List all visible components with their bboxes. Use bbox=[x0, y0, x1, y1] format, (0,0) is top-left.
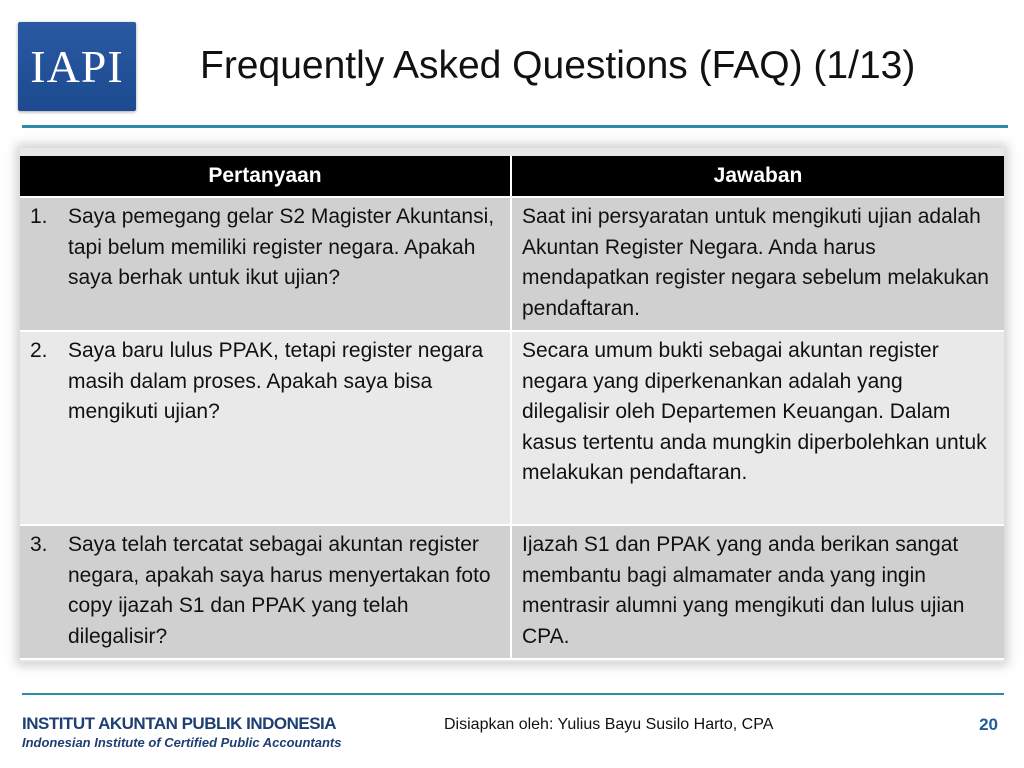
question-number: 3. bbox=[30, 533, 48, 556]
column-header-question: Pertanyaan bbox=[20, 156, 511, 197]
answer-cell bbox=[511, 197, 1004, 331]
logo-text: IAPI bbox=[30, 41, 124, 92]
page-number: 20 bbox=[979, 715, 998, 734]
question-cell bbox=[20, 197, 511, 331]
column-header-answer: Jawaban bbox=[511, 156, 1004, 197]
question-number: 2. bbox=[30, 339, 48, 362]
answer-cell bbox=[511, 331, 1004, 525]
table-header-row bbox=[20, 156, 1004, 197]
answer-text: Ijazah S1 dan PPAK yang anda berikan sangat membantu bagi almamater anda yang ingin mentrasir alumni yang mengikuti dan lulus ujian CPA. bbox=[522, 533, 965, 648]
question-text: Saya pemegang gelar S2 Magister Akuntansi, tapi belum memiliki register negara. Apakah saya berhak untuk ikut ujian? bbox=[68, 205, 495, 289]
slide-title: Frequently Asked Questions (FAQ) (1/13) bbox=[200, 44, 916, 87]
answer-text: Secara umum bukti sebagai akuntan register negara yang diperkenankan adalah yang dilegalisir oleh Departemen Keuangan. Dalam kasus tertentu anda mungkin diperbolehkan untuk melakukan pendaftaran. bbox=[522, 339, 987, 484]
question-cell bbox=[20, 331, 511, 525]
table-row bbox=[20, 197, 1004, 331]
table-row bbox=[20, 525, 1004, 659]
footer-organization bbox=[22, 714, 341, 750]
faq-table bbox=[20, 156, 1004, 660]
answer-text: Saat ini persyaratan untuk mengikuti ujian adalah Akuntan Register Negara. Anda harus mendapatkan register negara sebelum melakukan pendaftaran. bbox=[522, 205, 989, 320]
table-row bbox=[20, 331, 1004, 525]
prepared-by-text: Disiapkan oleh: Yulius Bayu Susilo Harto, CPA bbox=[444, 716, 774, 733]
question-text: Saya telah tercatat sebagai akuntan register negara, apakah saya harus menyertakan foto copy ijazah S1 dan PPAK yang telah dilegalisir? bbox=[68, 533, 491, 648]
answer-cell bbox=[511, 525, 1004, 659]
footer-divider bbox=[22, 693, 1004, 695]
iapi-logo bbox=[18, 22, 136, 111]
organization-subtitle: Indonesian Institute of Certified Public Accountants bbox=[22, 735, 342, 750]
question-text: Saya baru lulus PPAK, tetapi register negara masih dalam proses. Apakah saya bisa mengikuti ujian? bbox=[68, 339, 484, 423]
question-number: 1. bbox=[30, 205, 48, 228]
organization-name: INSTITUT AKUNTAN PUBLIK INDONESIA bbox=[22, 714, 337, 733]
question-cell bbox=[20, 525, 511, 659]
header-divider bbox=[22, 125, 1008, 128]
